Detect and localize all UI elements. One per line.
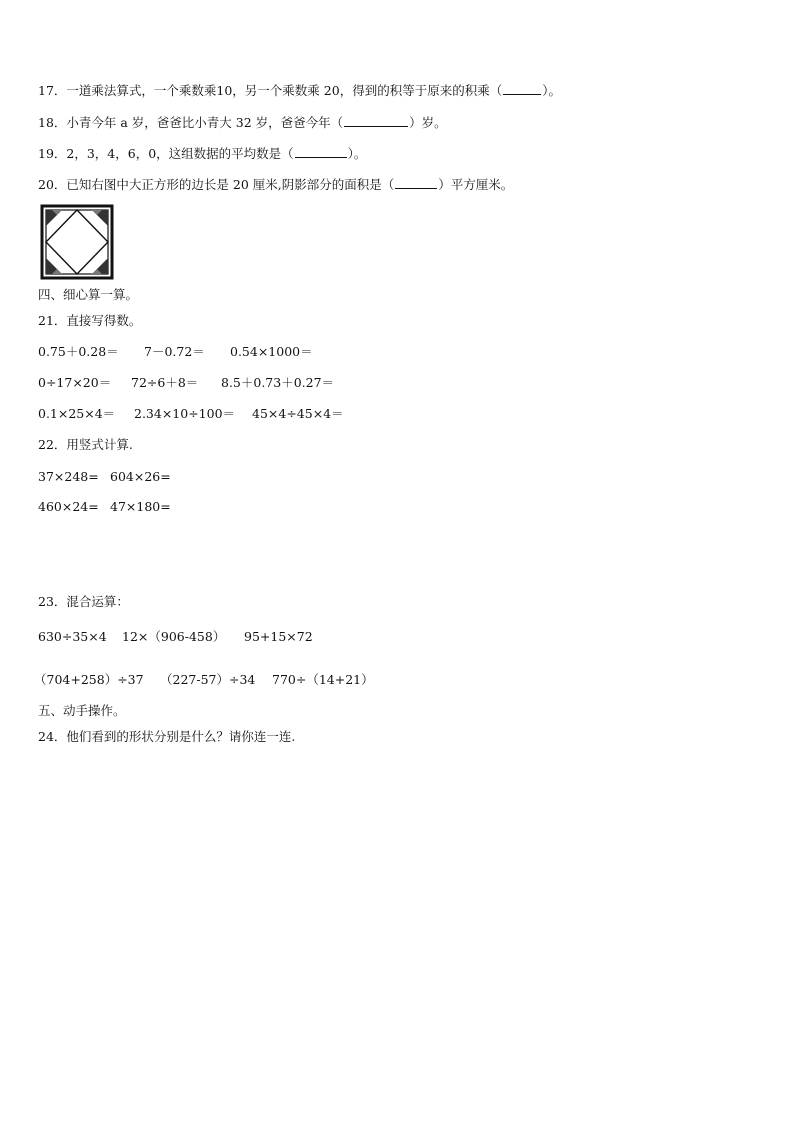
q21-title: 21．直接写得数。 [38, 313, 142, 328]
expression: 7－0.72＝ [144, 344, 205, 359]
expression: 770÷（14+21） [272, 672, 374, 687]
expression: 0.75＋0.28＝ [38, 344, 119, 359]
answer-blank[interactable] [503, 93, 541, 95]
q23-row-2 [34, 672, 374, 688]
q19-text: 19．2，3，4，6，0，这组数据的平均数是（ [38, 146, 294, 161]
answer-blank[interactable] [295, 156, 347, 158]
q18-text: 18．小青今年 a 岁，爸爸比小青大 32 岁，爸爸今年（ [38, 115, 344, 130]
q23-title: 23．混合运算： [38, 594, 129, 609]
expression: 95+15×72 [244, 629, 313, 644]
expression: 460×24= [38, 499, 99, 514]
section-4-heading: 四、细心算一算。 [38, 287, 139, 302]
question-18 [38, 115, 447, 131]
q17-end: ）。 [542, 83, 561, 98]
answer-blank[interactable] [395, 187, 437, 189]
q22-row-2 [38, 499, 171, 515]
expression: 37×248= [38, 469, 99, 484]
q20-text: 20．已知右图中大正方形的边长是 20 厘米,阴影部分的面积是（ [38, 177, 395, 192]
expression: 0÷17×20＝ [38, 375, 112, 390]
expression: （227-57）÷34 [160, 672, 256, 687]
q20-end: ）平方厘米。 [438, 177, 514, 192]
square-figure [40, 204, 114, 280]
expression: 8.5＋0.73＋0.27＝ [221, 375, 335, 390]
q18-end: ）岁。 [409, 115, 447, 130]
section-5-heading: 五、动手操作。 [38, 703, 126, 718]
q23-row-1 [38, 629, 313, 645]
expression: 45×4÷45×4＝ [252, 406, 344, 421]
expression: 12×（906-458） [122, 629, 226, 644]
q22-title: 22．用竖式计算. [38, 437, 133, 452]
expression: 47×180= [110, 499, 171, 514]
question-24: 24．他们看到的形状分别是什么？请你连一连. [38, 729, 296, 744]
q22-row-1 [38, 469, 171, 485]
expression: 72÷6＋8＝ [131, 375, 199, 390]
expression: 630÷35×4 [38, 629, 107, 644]
q17-text: 17．一道乘法算式，一个乘数乘10，另一个乘数乘 20，得到的积等于原来的积乘（ [38, 83, 503, 98]
question-17 [38, 83, 561, 99]
expression: 604×26= [110, 469, 171, 484]
answer-blank[interactable] [344, 125, 408, 127]
q21-row-3 [38, 406, 344, 422]
expression: 0.1×25×4＝ [38, 406, 116, 421]
question-20 [38, 177, 513, 193]
q19-end: ）。 [347, 146, 367, 161]
expression: 2.34×10÷100＝ [134, 406, 236, 421]
expression: 0.54×1000＝ [230, 344, 313, 359]
q21-row-2 [38, 375, 334, 391]
q21-row-1 [38, 344, 313, 360]
question-19 [38, 146, 366, 162]
expression: （704+258）÷37 [34, 672, 144, 687]
